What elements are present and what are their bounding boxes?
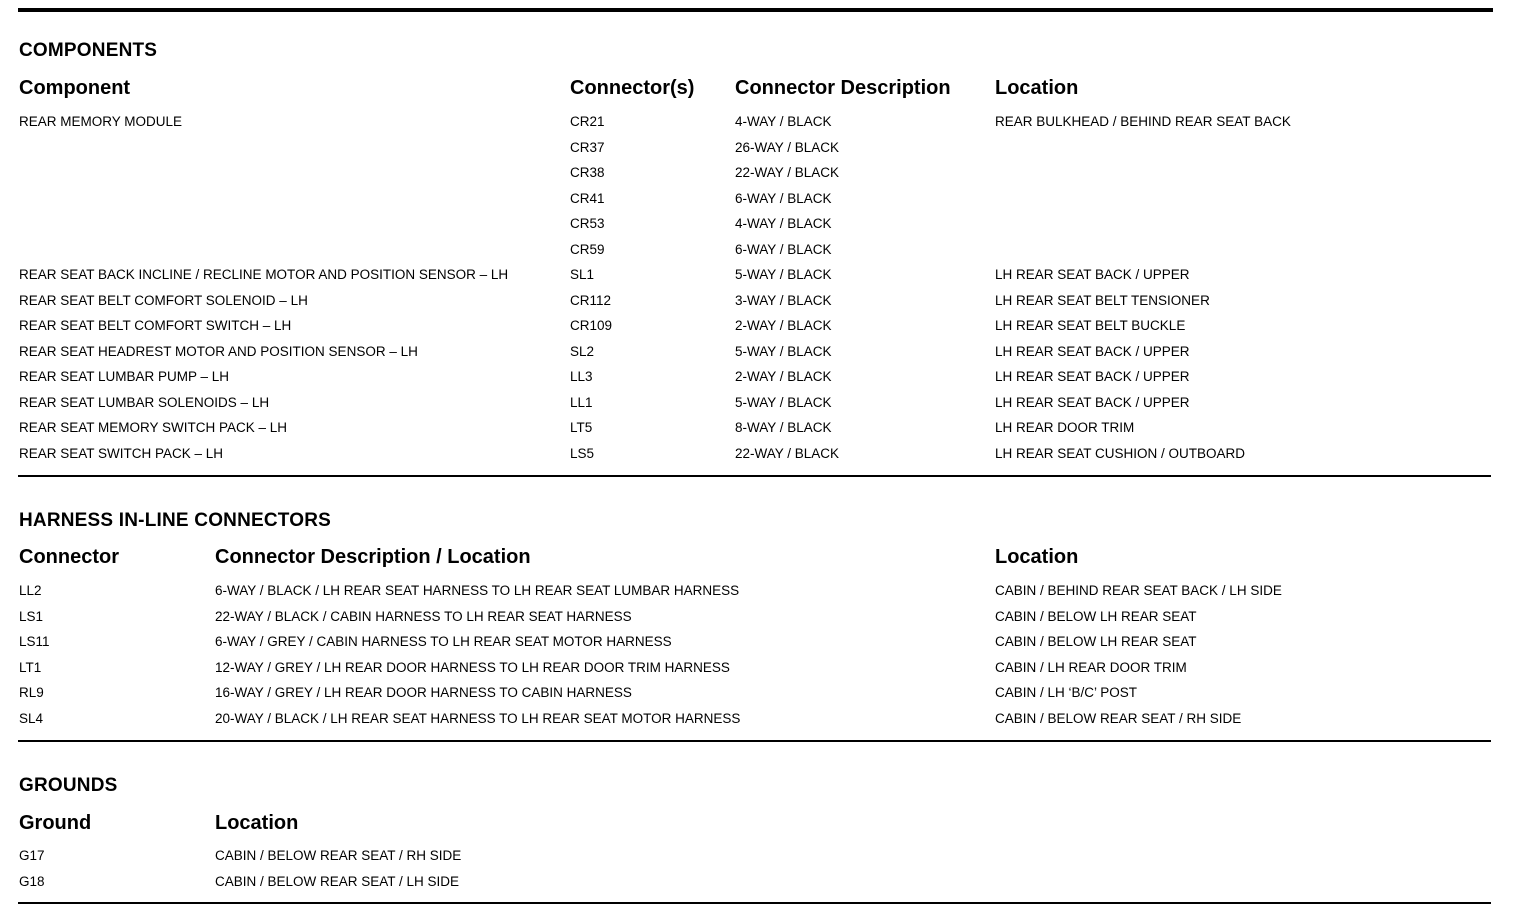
table-row	[0, 216, 1520, 242]
connector-cell: LT5	[570, 420, 593, 435]
connector-cell: LS1	[19, 608, 44, 624]
grounds-title: GROUNDS	[19, 775, 118, 796]
location-cell: LH REAR SEAT BELT BUCKLE	[995, 318, 1186, 333]
location-cell: CABIN / BELOW LH REAR SEAT	[995, 634, 1197, 649]
table-row	[0, 685, 1520, 711]
table-row	[0, 874, 1520, 900]
top-rule	[18, 8, 1493, 12]
table-row	[0, 660, 1520, 686]
table-row	[0, 395, 1520, 421]
component-cell: REAR SEAT BELT COMFORT SWITCH – LH	[19, 318, 292, 333]
connector-cell: CR37	[570, 139, 605, 155]
table-row	[0, 634, 1520, 660]
table-row	[0, 191, 1520, 217]
description-cell: 16-WAY / GREY / LH REAR DOOR HARNESS TO CABIN HARNESS	[215, 685, 632, 700]
description-cell: 6-WAY / BLACK	[735, 190, 832, 206]
connector-cell: CR38	[570, 165, 605, 180]
connector-cell: LT1	[19, 659, 42, 675]
table-row	[0, 848, 1520, 874]
description-cell: 20-WAY / BLACK / LH REAR SEAT HARNESS TO LH REAR SEAT MOTOR HARNESS	[215, 710, 741, 726]
location-cell: LH REAR SEAT CUSHION / OUTBOARD	[995, 445, 1246, 461]
description-cell: 6-WAY / BLACK / LH REAR SEAT HARNESS TO LH REAR SEAT LUMBAR HARNESS	[215, 583, 740, 598]
components-title: COMPONENTS	[19, 40, 158, 61]
location-header: Location	[995, 77, 1079, 99]
component-cell: REAR SEAT LUMBAR PUMP – LH	[19, 369, 230, 384]
table-row	[0, 140, 1520, 166]
connector-cell: LL1	[570, 394, 593, 410]
harness-title: HARNESS IN-LINE CONNECTORS	[19, 510, 332, 531]
connector-cell: CR109	[570, 318, 613, 333]
component-cell: REAR SEAT LUMBAR SOLENOIDS – LH	[19, 394, 270, 410]
connector-cell: LL2	[19, 583, 42, 598]
table-row	[0, 609, 1520, 635]
table-row	[0, 318, 1520, 344]
location-cell: CABIN / BELOW REAR SEAT / LH SIDE	[215, 873, 460, 889]
description-cell: 5-WAY / BLACK	[735, 267, 832, 282]
description-cell: 4-WAY / BLACK	[735, 114, 832, 129]
description-cell: 26-WAY / BLACK	[735, 139, 840, 155]
location-cell: LH REAR SEAT BACK / UPPER	[995, 267, 1190, 282]
connector-cell: SL1	[570, 267, 595, 282]
location-cell: REAR BULKHEAD / BEHIND REAR SEAT BACK	[995, 114, 1291, 129]
description-cell: 5-WAY / BLACK	[735, 343, 832, 359]
component-cell: REAR SEAT SWITCH PACK – LH	[19, 445, 224, 461]
table-row	[0, 344, 1520, 370]
connector-cell: CR41	[570, 190, 605, 206]
connector-cell: SL4	[19, 710, 44, 726]
table-row	[0, 242, 1520, 268]
table-row	[0, 711, 1520, 737]
table-row	[0, 293, 1520, 319]
location-cell: LH REAR SEAT BELT TENSIONER	[995, 292, 1210, 308]
description-cell: 6-WAY / BLACK	[735, 241, 832, 257]
location-cell: CABIN / BEHIND REAR SEAT BACK / LH SIDE	[995, 583, 1282, 598]
location-cell: LH REAR DOOR TRIM	[995, 420, 1135, 435]
description-cell: 22-WAY / BLACK	[735, 165, 840, 180]
description-cell: 4-WAY / BLACK	[735, 216, 832, 231]
ground-header: Ground	[19, 812, 92, 834]
component-cell: REAR SEAT MEMORY SWITCH PACK – LH	[19, 420, 288, 435]
connector-cell: CR53	[570, 216, 605, 231]
connector-cell: SL2	[570, 343, 595, 359]
description-cell: 6-WAY / GREY / CABIN HARNESS TO LH REAR SEAT MOTOR HARNESS	[215, 634, 672, 649]
connector-description-header: Connector Description	[735, 77, 951, 99]
connector-cell: CR112	[570, 292, 612, 308]
table-row	[0, 267, 1520, 293]
connector-cell: CR59	[570, 241, 605, 257]
component-cell: REAR SEAT BACK INCLINE / RECLINE MOTOR AND POSITION SENSOR – LH	[19, 267, 509, 282]
description-cell: 22-WAY / BLACK / CABIN HARNESS TO LH REAR SEAT HARNESS	[215, 608, 632, 624]
connector-cell: LL3	[570, 369, 593, 384]
location-cell: CABIN / LH REAR DOOR TRIM	[995, 659, 1187, 675]
description-cell: 5-WAY / BLACK	[735, 394, 832, 410]
table-row	[0, 369, 1520, 395]
component-header: Component	[19, 77, 131, 99]
connector-cell: LS5	[570, 445, 595, 461]
component-cell: REAR SEAT BELT COMFORT SOLENOID – LH	[19, 292, 308, 308]
table-row	[0, 420, 1520, 446]
description-cell: 2-WAY / BLACK	[735, 369, 832, 384]
description-cell: 3-WAY / BLACK	[735, 292, 832, 308]
connectors-header: Connector(s)	[570, 77, 695, 99]
connector-cell: CR21	[570, 114, 605, 129]
location-cell: CABIN / BELOW LH REAR SEAT	[995, 608, 1197, 624]
ground-cell: G17	[19, 848, 45, 863]
connector-cell: LS11	[19, 634, 50, 649]
section-divider	[18, 475, 1491, 477]
table-row	[0, 114, 1520, 140]
connector-header: Connector	[19, 546, 119, 568]
component-cell: REAR SEAT HEADREST MOTOR AND POSITION SENSOR – LH	[19, 343, 418, 359]
location-cell: CABIN / BELOW REAR SEAT / RH SIDE	[215, 848, 462, 863]
description-location-header: Connector Description / Location	[215, 546, 531, 568]
description-cell: 2-WAY / BLACK	[735, 318, 832, 333]
location-cell: CABIN / LH ‘B/C’ POST	[995, 685, 1138, 700]
harness-location-header: Location	[995, 546, 1079, 568]
table-row	[0, 446, 1520, 472]
description-cell: 8-WAY / BLACK	[735, 420, 832, 435]
ground-cell: G18	[19, 873, 45, 889]
table-row	[0, 583, 1520, 609]
table-row	[0, 165, 1520, 191]
connector-cell: RL9	[19, 685, 44, 700]
component-cell: REAR MEMORY MODULE	[19, 114, 183, 129]
description-cell: 12-WAY / GREY / LH REAR DOOR HARNESS TO LH REAR DOOR TRIM HARNESS	[215, 659, 730, 675]
grounds-location-header: Location	[215, 812, 299, 834]
location-cell: LH REAR SEAT BACK / UPPER	[995, 369, 1190, 384]
description-cell: 22-WAY / BLACK	[735, 445, 840, 461]
location-cell: LH REAR SEAT BACK / UPPER	[995, 394, 1190, 410]
location-cell: LH REAR SEAT BACK / UPPER	[995, 343, 1190, 359]
location-cell: CABIN / BELOW REAR SEAT / RH SIDE	[995, 710, 1242, 726]
bottom-rule	[18, 902, 1491, 904]
section-divider	[18, 740, 1491, 742]
